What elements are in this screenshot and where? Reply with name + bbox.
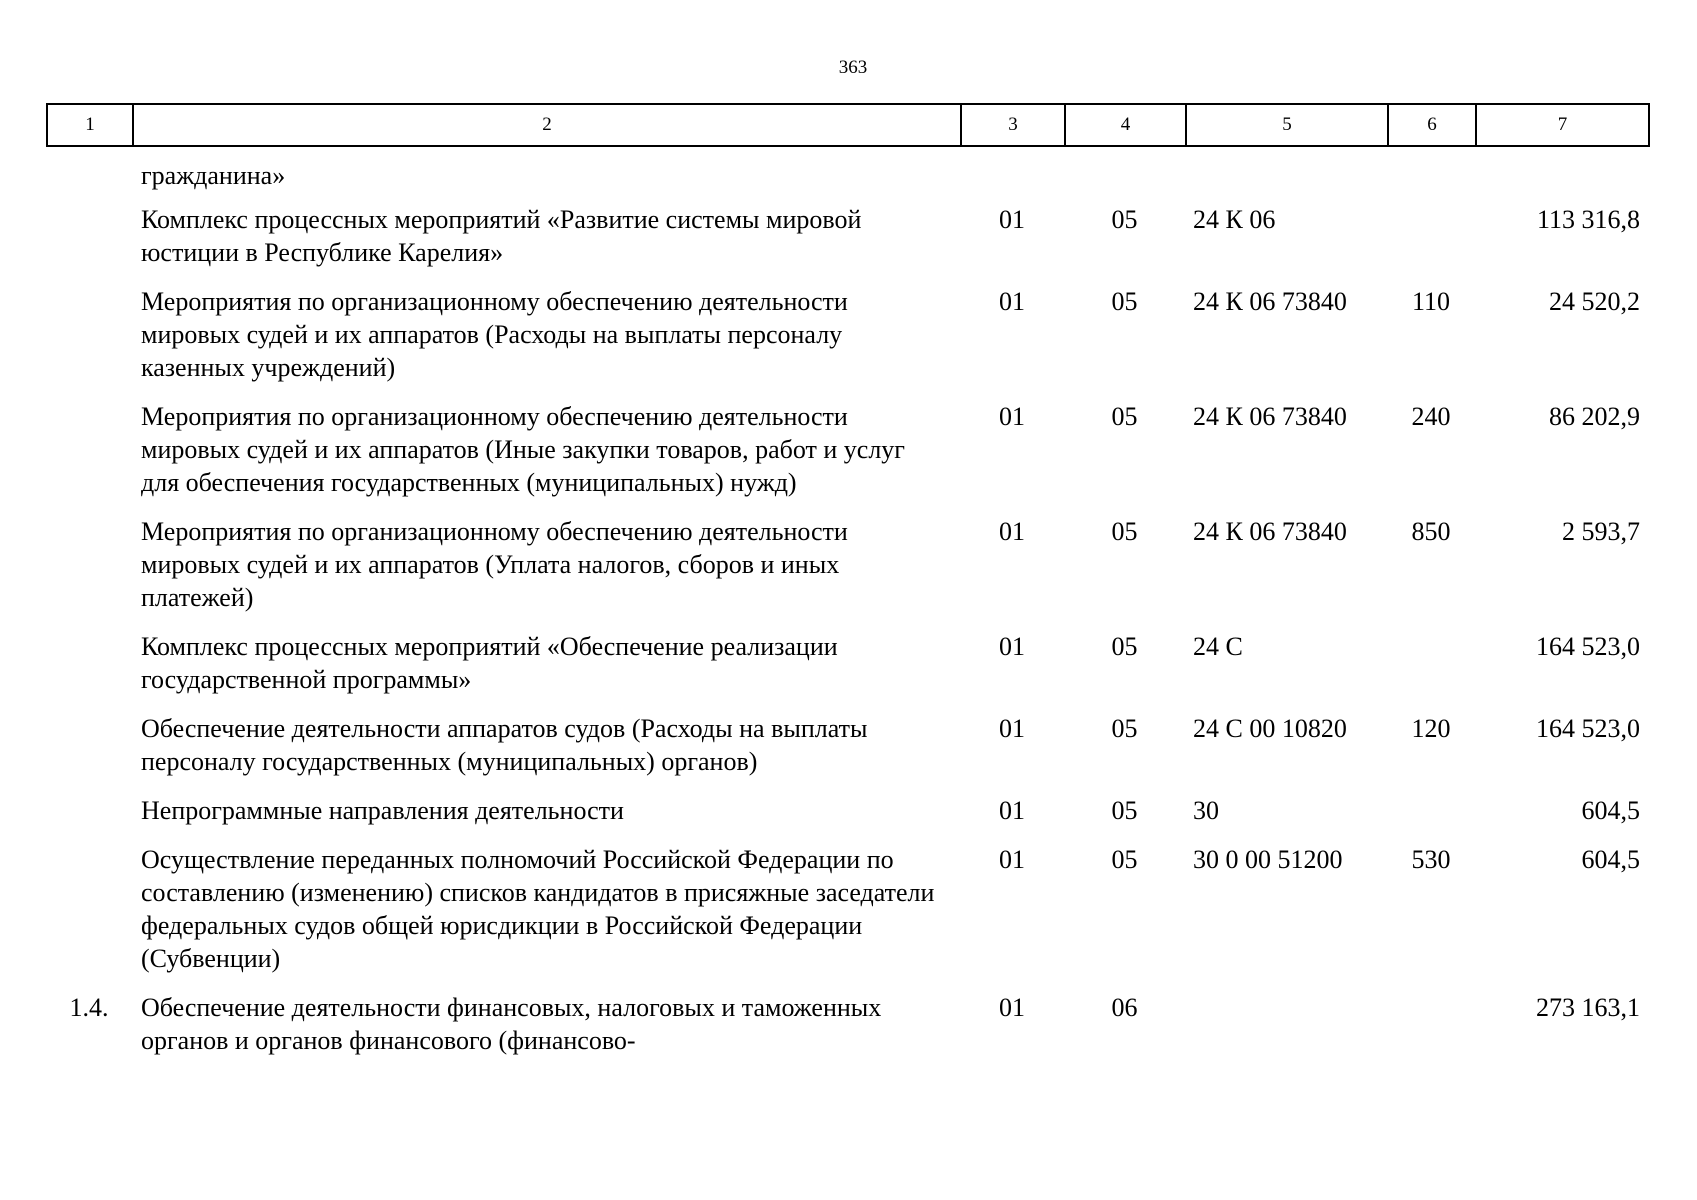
table-body	[46, 159, 1648, 1073]
cell-subsection: 05	[1111, 402, 1138, 431]
cell-expense-type: 110	[1411, 287, 1451, 316]
table-row	[46, 794, 1648, 827]
cell-amount: 86 202,9	[1549, 402, 1640, 431]
cell-target-code: 24 К 06	[1193, 205, 1276, 234]
cell-subsection: 05	[1111, 517, 1138, 546]
table-row	[46, 630, 1648, 696]
cell-subsection: 05	[1111, 796, 1138, 825]
cell-target-code: 24 К 06 73840	[1193, 517, 1347, 546]
cell-target-code	[1185, 991, 1387, 1057]
cell-amount	[1475, 159, 1648, 192]
table-row	[46, 843, 1648, 975]
cell-subsection: 05	[1111, 205, 1138, 234]
row-number	[46, 712, 132, 778]
cell-expense-type	[1387, 203, 1475, 269]
row-description: Мероприятия по организационному обеспечению деятельности мировых судей и их аппаратов (Уплата налогов, сборов и иных платежей)	[141, 517, 848, 612]
cell-section: 01	[999, 714, 1025, 743]
row-description: Комплекс процессных мероприятий «Развитие системы мировой юстиции в Республике Карелия»	[141, 205, 862, 267]
cell-section: 01	[999, 205, 1025, 234]
row-description: Мероприятия по организационному обеспечению деятельности мировых судей и их аппаратов (Расходы на выплаты персоналу казенных учреждений)	[141, 287, 848, 382]
cell-section: 01	[999, 517, 1025, 546]
cell-target-code: 30	[1193, 796, 1219, 825]
cell-subsection: 05	[1111, 845, 1138, 874]
row-description: Мероприятия по организационному обеспечению деятельности мировых судей и их аппаратов (Иные закупки товаров, работ и услуг для обеспечения государственных (муниципальных) нужд)	[141, 402, 905, 497]
row-number	[46, 400, 132, 499]
cell-amount: 2 593,7	[1562, 517, 1640, 546]
column-header-3: 3	[961, 104, 1065, 146]
column-header-1: 1	[47, 104, 133, 146]
cell-expense-type: 850	[1411, 517, 1451, 546]
cell-target-code: 24 К 06 73840	[1193, 402, 1347, 431]
cell-expense-type: 120	[1411, 714, 1451, 743]
table-row	[46, 515, 1648, 614]
row-description: Осуществление переданных полномочий Российской Федерации по составлению (изменению) списков кандидатов в присяжные заседатели федеральных судов общей юрисдикции в Российской Федерации (Субвенции)	[141, 845, 935, 973]
column-header-7: 7	[1476, 104, 1649, 146]
cell-target-code: 30 0 00 51200	[1193, 845, 1343, 874]
cell-section: 01	[999, 287, 1025, 316]
cell-amount: 604,5	[1581, 796, 1640, 825]
row-description: гражданина»	[141, 161, 286, 190]
row-number	[46, 203, 132, 269]
table-row	[46, 712, 1648, 778]
row-number: 1.4.	[69, 993, 109, 1022]
cell-section: 01	[999, 993, 1025, 1022]
cell-section: 01	[999, 402, 1025, 431]
table-row	[46, 203, 1648, 269]
cell-section: 01	[999, 845, 1025, 874]
row-number	[46, 159, 132, 192]
cell-amount: 164 523,0	[1536, 714, 1640, 743]
cell-section	[960, 159, 1064, 192]
cell-amount: 273 163,1	[1536, 993, 1640, 1022]
cell-subsection: 05	[1111, 632, 1138, 661]
cell-target-code: 24 К 06 73840	[1193, 287, 1347, 316]
cell-expense-type: 240	[1411, 402, 1451, 431]
row-description: Комплекс процессных мероприятий «Обеспечение реализации государственной программы»	[141, 632, 838, 694]
cell-amount: 604,5	[1581, 845, 1640, 874]
cell-amount: 113 316,8	[1536, 205, 1640, 234]
cell-expense-type	[1387, 630, 1475, 696]
cell-target-code	[1185, 159, 1387, 192]
cell-target-code: 24 С 00 10820	[1193, 714, 1347, 743]
cell-subsection: 05	[1111, 287, 1138, 316]
cell-expense-type	[1387, 794, 1475, 827]
page-number: 363	[838, 57, 868, 78]
cell-subsection: 06	[1111, 993, 1138, 1022]
cell-amount: 164 523,0	[1536, 632, 1640, 661]
column-header-2: 2	[133, 104, 961, 146]
row-number	[46, 630, 132, 696]
table-row	[46, 159, 1648, 192]
row-number	[46, 515, 132, 614]
cell-subsection: 05	[1111, 714, 1138, 743]
row-description: Обеспечение деятельности финансовых, налоговых и таможенных органов и органов финансового (финансово-	[141, 993, 882, 1055]
cell-target-code: 24 С	[1193, 632, 1243, 661]
table-header	[46, 103, 1650, 147]
column-header-6: 6	[1388, 104, 1476, 146]
table-row	[46, 400, 1648, 499]
row-description: Непрограммные направления деятельности	[141, 796, 624, 825]
cell-expense-type	[1387, 159, 1475, 192]
cell-subsection	[1064, 159, 1185, 192]
cell-section: 01	[999, 632, 1025, 661]
cell-section: 01	[999, 796, 1025, 825]
cell-expense-type: 530	[1411, 845, 1451, 874]
table-row	[46, 991, 1648, 1057]
cell-amount: 24 520,2	[1549, 287, 1640, 316]
row-number	[46, 794, 132, 827]
row-number	[46, 285, 132, 384]
row-number	[46, 843, 132, 975]
column-header-5: 5	[1186, 104, 1388, 146]
cell-expense-type	[1387, 991, 1475, 1057]
column-header-4: 4	[1065, 104, 1186, 146]
row-description: Обеспечение деятельности аппаратов судов (Расходы на выплаты персоналу государственных (муниципальных) органов)	[141, 714, 868, 776]
table-row	[46, 285, 1648, 384]
